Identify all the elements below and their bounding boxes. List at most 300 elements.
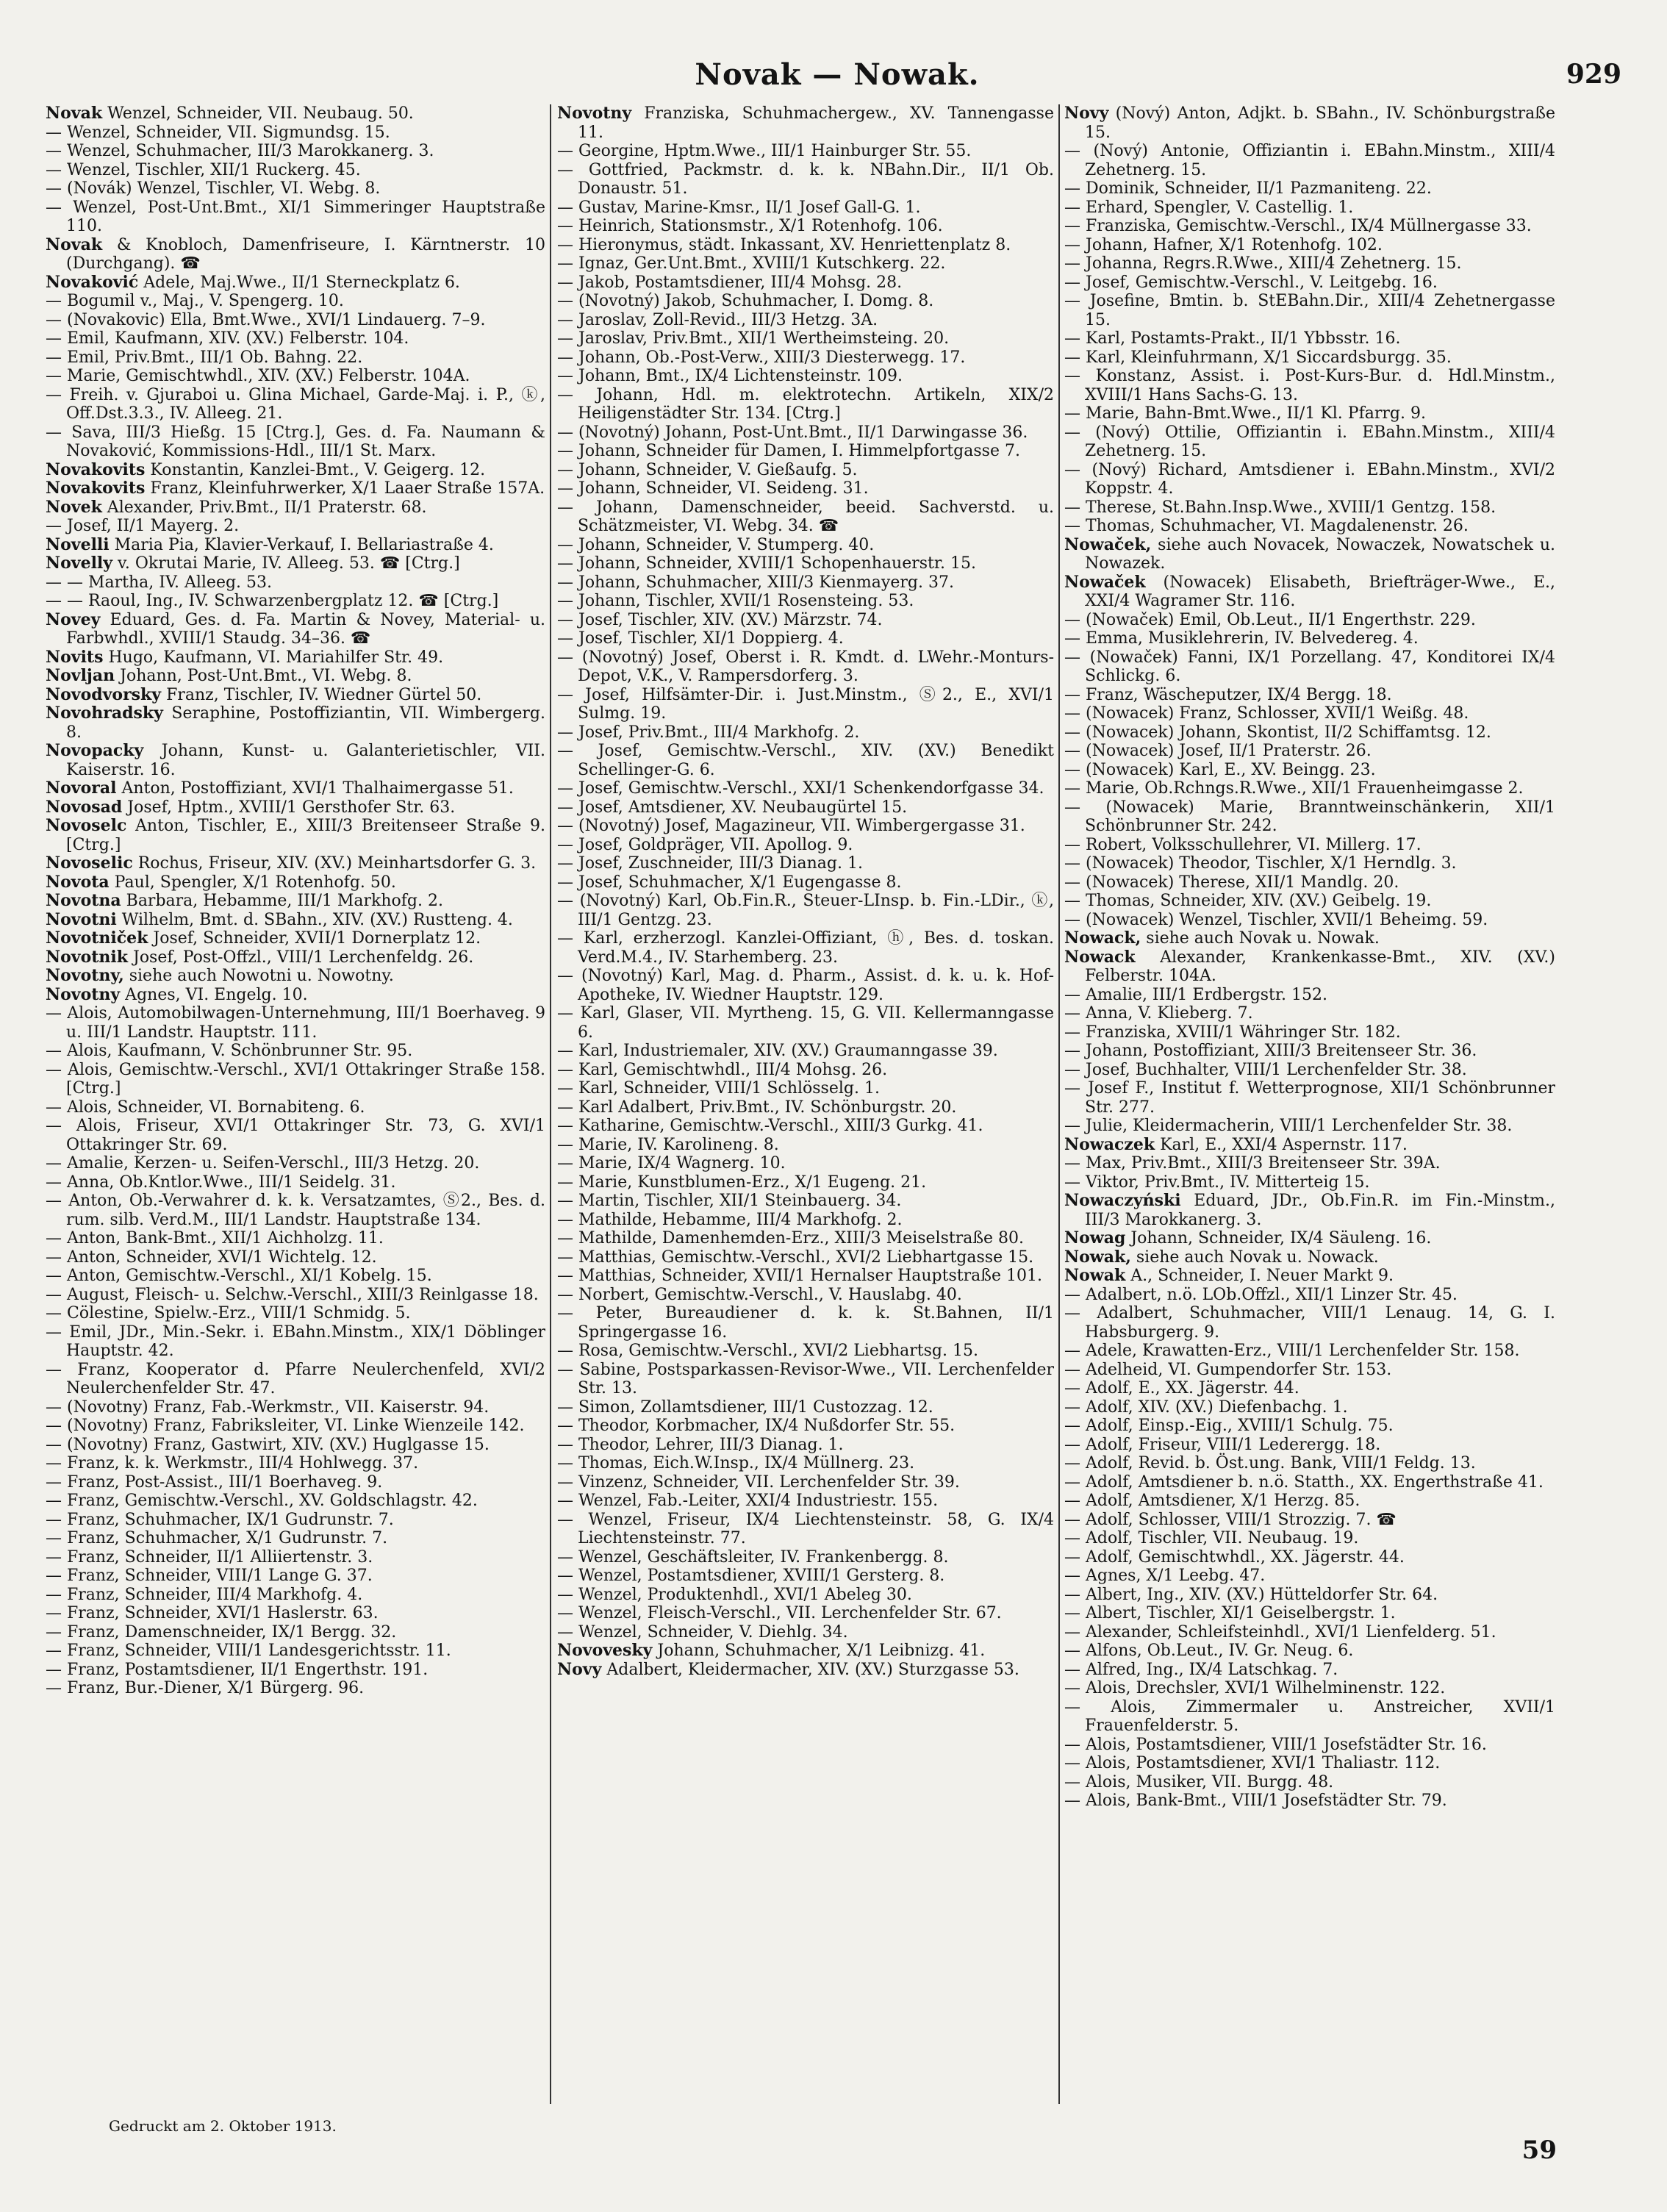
entry-text: Adalbert, Kleidermacher, XIV. (XV.) Sturzgasse 53. [601, 1660, 1019, 1679]
entry-surname: Novak [46, 104, 103, 123]
directory-entry [557, 479, 1054, 498]
directory-entry [1064, 1173, 1555, 1192]
entry-text: — Johann, Schneider, V. Stumperg. 40. [557, 535, 875, 554]
entry-text: — Bogumil v., Maj., V. Spengerg. 10. [46, 292, 344, 310]
directory-entry [557, 386, 1054, 423]
directory-entry [557, 536, 1054, 555]
directory-entry [1064, 948, 1555, 986]
directory-entry [46, 1304, 545, 1323]
directory-entry [557, 1229, 1054, 1248]
directory-entry [557, 967, 1054, 1004]
entry-text: Rochus, Friseur, XIV. (XV.) Meinhartsdorfer G. 3. [132, 854, 537, 873]
directory-entry [557, 1248, 1054, 1267]
entry-text: Josef, Post-Offzl., VIII/1 Lerchenfeldg. 26. [128, 948, 474, 967]
directory-entry [1064, 461, 1555, 498]
entry-text: Franziska, Schuhmachergew., XV. Tannengasse 11. [578, 104, 1054, 142]
directory-entry [557, 461, 1054, 480]
directory-entry [1064, 1773, 1555, 1792]
directory-entry [557, 873, 1054, 892]
entry-text: — Freih. v. Gjuraboi u. Glina Michael, Garde-Maj. i. P., ⓚ, Off.Dst.3.3., IV. Alleeg. 21. [46, 385, 545, 423]
directory-entry [1064, 1023, 1555, 1042]
entry-text: — Adolf, Revid. b. Öst.ung. Bank, VIII/1 Feldg. 13. [1064, 1454, 1476, 1472]
entry-text: — Johann, Tischler, XVII/1 Rosensteing. 53. [557, 592, 914, 610]
directory-entry [46, 929, 545, 948]
entry-text: — Alois, Kaufmann, V. Schönbrunner Str. 95. [46, 1042, 413, 1060]
entry-text: — Georgine, Hptm.Wwe., III/1 Hainburger Str. 55. [557, 142, 972, 160]
directory-entry [557, 1173, 1054, 1192]
entry-surname: Novotny [557, 104, 632, 123]
directory-entry [46, 1229, 545, 1248]
entry-text: — Marie, Gemischtwhdl., XIV. (XV.) Felberstr. 104A. [46, 367, 470, 385]
entry-surname: Novy [557, 1659, 602, 1679]
entry-text: — Thomas, Schuhmacher, VI. Magdalenenstr. 26. [1064, 517, 1469, 535]
directory-entry [1064, 273, 1555, 293]
directory-entry [46, 179, 545, 198]
entry-text: — Theodor, Korbmacher, IX/4 Nußdorfer Str. 55. [557, 1417, 956, 1435]
entry-text: — Hieronymus, städt. Inkassant, XV. Henriettenplatz 8. [557, 235, 1011, 254]
directory-entry [557, 273, 1054, 293]
directory-entry [46, 592, 545, 611]
directory-entry [1064, 1792, 1555, 1811]
entry-text: — Franz, Schuhmacher, X/1 Gudrunstr. 7. [46, 1529, 388, 1547]
entry-text: — (Novotny) Franz, Gastwirt, XIV. (XV.) Huglgasse 15. [46, 1435, 490, 1454]
directory-entry [46, 1098, 545, 1117]
directory-entry [46, 124, 545, 143]
entry-text: — Anton, Ob.-Verwahrer d. k. k. Versatzamtes, Ⓢ2., Bes. d. rum. silb. Verd.M., III/1 Landstr. Hauptstraße 134. [46, 1192, 545, 1229]
directory-entry [46, 292, 545, 311]
entry-surname: Nowack [1064, 947, 1136, 967]
entry-text: Wenzel, Schneider, VII. Neubaug. 50. [102, 104, 414, 123]
directory-entry [1064, 1529, 1555, 1548]
entry-text: — Jaroslav, Priv.Bmt., XII/1 Wertheimsteing. 20. [557, 329, 950, 348]
directory-entry [1064, 986, 1555, 1005]
directory-entry [557, 104, 1054, 142]
directory-entry [557, 836, 1054, 855]
entry-text: — Emil, Kaufmann, XIV. (XV.) Felberstr. 104. [46, 329, 409, 348]
directory-entry [557, 573, 1054, 593]
entry-text: — Wenzel, Schneider, V. Diehlg. 34. [557, 1622, 848, 1642]
directory-entry [1064, 517, 1555, 536]
directory-entry [46, 1061, 545, 1098]
entry-text: — Martin, Tischler, XII/1 Steinbauerg. 34. [557, 1192, 902, 1210]
directory-entry [1064, 536, 1555, 573]
directory-entry [557, 442, 1054, 461]
directory-entry [557, 1567, 1054, 1586]
directory-entry [46, 1436, 545, 1455]
directory-entry [1064, 1698, 1555, 1736]
directory-entry [1064, 704, 1555, 723]
directory-entry [1064, 573, 1555, 611]
directory-entry [1064, 292, 1555, 329]
directory-entry [1064, 854, 1555, 873]
column-right [1064, 104, 1555, 2122]
entry-text: — Matthias, Gemischtw.-Verschl., XVI/2 Liebhartgasse 15. [557, 1248, 1034, 1267]
entry-text: — (Nowacek) Josef, II/1 Praterstr. 26. [1064, 742, 1372, 760]
entry-text: — (Nový) Ottilie, Offiziantin i. EBahn.Minstm., XIII/4 Zehetnerg. 15. [1064, 423, 1555, 460]
entry-text: A., Schneider, I. Neuer Markt 9. [1125, 1267, 1394, 1285]
directory-entry [1064, 217, 1555, 236]
directory-entry [1064, 836, 1555, 855]
directory-entry [1064, 1004, 1555, 1023]
entry-text: — Adolf, Gemischtwhdl., XX. Jägerstr. 44. [1064, 1547, 1405, 1567]
directory-entry [46, 648, 545, 667]
entry-text: — Marie, Ob.Rchngs.R.Wwe., XII/1 Frauenheimgasse 2. [1064, 779, 1524, 798]
entry-text: — Josef, Tischler, XI/1 Doppierg. 4. [557, 629, 844, 648]
directory-entry [1064, 723, 1555, 742]
entry-text: — Franz, Post-Assist., III/1 Boerhaveg. 9. [46, 1472, 383, 1492]
entry-text: Karl, E., XXI/4 Aspernstr. 117. [1155, 1135, 1408, 1154]
entry-text: — Josef, Gemischtw.-Verschl., XXI/1 Schenkendorfgasse 34. [557, 779, 1044, 798]
entry-text: — Katharine, Gemischtw.-Verschl., XIII/3 Gurkg. 41. [557, 1117, 983, 1135]
directory-entry [1064, 929, 1555, 948]
directory-entry [557, 1473, 1054, 1492]
directory-entry [1064, 1661, 1555, 1680]
entry-text: — Franz, Schneider, VIII/1 Lange G. 37. [46, 1567, 373, 1585]
entry-text: — Wenzel, Fleisch-Verschl., VII. Lerchenfelder Str. 67. [557, 1604, 1002, 1622]
directory-entry [46, 1473, 545, 1492]
directory-entry [46, 911, 545, 930]
entry-text: — Josef F., Institut f. Wetterprognose, XII/1 Schönbrunner Str. 277. [1064, 1079, 1555, 1117]
entry-text: — Anna, Ob.Kntlor.Wwe., III/1 Seidelg. 31. [46, 1173, 396, 1192]
entry-text: — (Novák) Wenzel, Tischler, VI. Webg. 8. [46, 179, 381, 198]
directory-entry [46, 1454, 545, 1473]
entry-text: — Amalie, III/1 Erdbergstr. 152. [1064, 985, 1327, 1004]
entry-text: — Jaroslav, Zoll-Revid., III/3 Hetzg. 3A. [557, 310, 878, 329]
directory-entry [557, 929, 1054, 967]
entry-text: Eduard, Ges. d. Fa. Martin & Novey, Material- u. Farbwhdl., XVIII/1 Staudg. 34–36. ☎ [66, 610, 545, 648]
entry-text: — Josefine, Bmtin. b. StEBahn.Dir., XIII/4 Zehetnergasse 15. [1064, 292, 1555, 329]
directory-entry [46, 798, 545, 817]
directory-entry [1064, 1436, 1555, 1455]
entry-surname: Novaković [46, 272, 139, 292]
directory-entry [1064, 686, 1555, 705]
directory-entry [46, 986, 545, 1005]
entry-text: — Josef, Buchhalter, VIII/1 Lerchenfelder Str. 38. [1064, 1060, 1467, 1079]
page-header [44, 51, 1630, 103]
directory-entry [46, 1529, 545, 1548]
entry-text: — Marie, IX/4 Wagnerg. 10. [557, 1154, 786, 1173]
directory-entry [1064, 873, 1555, 892]
directory-entry [557, 1192, 1054, 1211]
entry-text: — Alois, Schneider, VI. Bornabiteng. 6. [46, 1098, 365, 1117]
directory-entry [1064, 1511, 1555, 1530]
entry-text: — — Raoul, Ing., IV. Schwarzenbergplatz 12. ☎ [Ctrg.] [46, 592, 499, 610]
entry-text: — (Novotny) Franz, Fab.-Werkmstr., VII. Kaiserstr. 94. [46, 1397, 490, 1417]
entry-text: — Franz, Bur.-Diener, X/1 Bürgerg. 96. [46, 1679, 365, 1697]
entry-surname: Novelli [46, 534, 110, 554]
directory-entry [1064, 911, 1555, 930]
directory-entry [46, 892, 545, 911]
directory-entry [1064, 1379, 1555, 1398]
directory-entry [557, 1342, 1054, 1361]
directory-entry [46, 611, 545, 648]
directory-entry [46, 1661, 545, 1680]
entry-text: — Alfons, Ob.Leut., IV. Gr. Neug. 6. [1064, 1642, 1354, 1660]
directory-entry [46, 948, 545, 967]
column-middle [557, 104, 1054, 2122]
directory-entry [46, 573, 545, 593]
entry-text: — Franz, Postamtsdiener, II/1 Engerthstr. 191. [46, 1660, 429, 1679]
directory-entry [1064, 1229, 1555, 1248]
entry-text: — Agnes, X/1 Leebg. 47. [1064, 1567, 1266, 1585]
directory-entry [46, 1267, 545, 1286]
directory-entry [557, 1511, 1054, 1548]
entry-text: — Adele, Krawatten-Erz., VIII/1 Lerchenfelder Str. 158. [1064, 1342, 1520, 1360]
directory-entry [557, 292, 1054, 311]
directory-entry [557, 854, 1054, 873]
entry-text: — Mathilde, Damenhemden-Erz., XIII/3 Meiselstraße 80. [557, 1229, 1025, 1248]
directory-entry [557, 329, 1054, 348]
directory-entry [557, 348, 1054, 368]
entry-text: siehe auch Novak u. Nowack. [1130, 1248, 1379, 1267]
entry-text: — Alois, Postamtsdiener, VIII/1 Josefstädter Str. 16. [1064, 1735, 1487, 1754]
directory-entry [46, 386, 545, 423]
entry-text: — Franziska, XVIII/1 Währinger Str. 182. [1064, 1023, 1401, 1042]
entry-text: — Vinzenz, Schneider, VII. Lerchenfelder Str. 39. [557, 1472, 960, 1492]
directory-entry [557, 742, 1054, 779]
directory-entry [46, 667, 545, 686]
entry-surname: Novodvorsky [46, 684, 162, 704]
directory-entry [557, 254, 1054, 273]
entry-text: — Josef, Gemischtw.-Verschl., V. Leitgebg. 16. [1064, 273, 1438, 292]
entry-text: — (Novotný) Karl, Mag. d. Pharm., Assist. d. k. u. k. Hof-Apotheke, IV. Wiedner Hauptstr. 129. [557, 967, 1054, 1004]
entry-text: — Franz, Gemischtw.-Verschl., XV. Goldschlagstr. 42. [46, 1492, 478, 1510]
entry-text: — Franz, Schneider, XVI/1 Haslerstr. 63. [46, 1604, 379, 1622]
entry-text: — Karl, Postamts-Prakt., II/1 Ybbsstr. 16. [1064, 329, 1401, 348]
entry-text: — Konstanz, Assist. i. Post-Kurs-Bur. d. Hdl.Minstm., XVIII/1 Hans Sachs-G. 13. [1064, 367, 1555, 404]
directory-entry [557, 423, 1054, 443]
entry-text: — (Novotny) Franz, Fabriksleiter, VI. Linke Wienzeile 142. [46, 1417, 525, 1435]
entry-text: — Josef, Goldpräger, VII. Apollog. 9. [557, 835, 853, 854]
entry-text: — Gottfried, Packmstr. d. k. k. NBahn.Dir., II/1 Ob. Donaustr. 51. [557, 160, 1054, 198]
entry-text: Franz, Tischler, IV. Wiedner Gürtel 50. [161, 685, 482, 704]
entry-surname: Novakovits [46, 459, 146, 479]
directory-entry [46, 1323, 545, 1361]
entry-text: — Johann, Schneider, XVIII/1 Schopenhauerstr. 15. [557, 554, 976, 573]
directory-entry [557, 798, 1054, 817]
directory-entry [1064, 1061, 1555, 1080]
entry-text: — August, Fleisch- u. Selchw.-Verschl., XIII/3 Reinlgasse 18. [46, 1285, 539, 1304]
entry-text: — — Martha, IV. Alleeg. 53. [46, 573, 273, 592]
directory-entry [557, 611, 1054, 630]
directory-entry [557, 1154, 1054, 1173]
entry-surname: Nowaček [1064, 572, 1146, 592]
entry-text: — Karl Adalbert, Priv.Bmt., IV. Schönburgstr. 20. [557, 1098, 957, 1117]
directory-entry [1064, 1079, 1555, 1117]
directory-entry [1064, 1679, 1555, 1698]
directory-entry [46, 329, 545, 348]
entry-surname: Novoral [46, 779, 117, 798]
entry-text: — Julie, Kleidermacherin, VIII/1 Lerchenfelder Str. 38. [1064, 1117, 1513, 1135]
entry-text: — Karl, Gemischtwhdl., III/4 Mohsg. 26. [557, 1060, 888, 1079]
directory-entry [46, 198, 545, 236]
entry-surname: Novljan [46, 666, 115, 685]
entry-text: — Therese, St.Bahn.Insp.Wwe., XVIII/1 Gentzg. 158. [1064, 498, 1496, 517]
entry-surname: Novotnik [46, 947, 128, 967]
entry-surname: Novoselc [46, 816, 127, 835]
entry-surname: Novovesky [557, 1641, 653, 1660]
directory-entry [1064, 798, 1555, 836]
directory-entry [46, 1004, 545, 1042]
entry-text: — Wenzel, Schneider, VII. Sigmundsg. 15. [46, 123, 390, 142]
directory-entry [557, 1492, 1054, 1511]
entry-text: — (Novotný) Josef, Oberst i. R. Kmdt. d. LWehr.-Monturs-Depot, V.K., V. Rampersdorferg. 3. [557, 648, 1054, 685]
directory-entry [46, 367, 545, 386]
entry-text: Johann, Kunst- u. Galanterietischler, VII. Kaiserstr. 16. [66, 742, 545, 779]
entry-text: (Nový) Anton, Adjkt. b. SBahn., IV. Schönburgstraße 15. [1085, 104, 1555, 142]
column-divider [1058, 104, 1060, 2104]
entry-text: — Josef, Gemischtw.-Verschl., XIV. (XV.) Benedikt Schellinger-G. 6. [557, 742, 1054, 779]
entry-text: — (Novotný) Karl, Ob.Fin.R., Steuer-LInsp. b. Fin.-LDir., ⓚ, III/1 Gentzg. 23. [557, 892, 1054, 929]
entry-text: — Franz, Damenschneider, IX/1 Bergg. 32. [46, 1622, 397, 1642]
entry-surname: Nowaczek [1064, 1134, 1155, 1154]
entry-text: — (Novotný) Jakob, Schuhmacher, I. Domg. 8. [557, 292, 934, 310]
entry-surname: Nowack, [1064, 928, 1141, 948]
entry-text: — Jakob, Postamtsdiener, III/4 Mohsg. 28. [557, 273, 903, 292]
entry-text: Alexander, Priv.Bmt., II/1 Praterstr. 68. [101, 498, 427, 517]
entry-text: Wilhelm, Bmt. d. SBahn., XIV. (XV.) Rustteng. 4. [116, 910, 513, 929]
entry-text: Franz, Kleinfuhrwerker, X/1 Laaer Straße 157A. [145, 479, 545, 498]
entry-text: Adele, Maj.Wwe., II/1 Sterneckplatz 6. [138, 273, 460, 292]
directory-entry [557, 1548, 1054, 1567]
directory-entry [46, 817, 545, 854]
directory-entry [1064, 404, 1555, 423]
directory-entry [557, 1398, 1054, 1417]
entry-text: — Marie, Kunstblumen-Erz., X/1 Eugeng. 21. [557, 1173, 927, 1192]
entry-text: — (Nowaček) Fanni, IX/1 Porzellang. 47, Konditorei IX/4 Schlickg. 6. [1064, 648, 1555, 685]
directory-entry [557, 236, 1054, 255]
directory-entry [1064, 742, 1555, 761]
entry-text: — (Novotný) Johann, Post-Unt.Bmt., II/1 Darwingasse 36. [557, 423, 1028, 442]
entry-text: — Thomas, Eich.W.Insp., IX/4 Müllnerg. 23. [557, 1454, 915, 1472]
entry-surname: Novohradsky [46, 704, 163, 723]
entry-text: — Karl, Kleinfuhrmann, X/1 Siccardsburgg. 35. [1064, 348, 1452, 367]
entry-text: — Matthias, Schneider, XVII/1 Hernalser Hauptstraße 101. [557, 1267, 1042, 1285]
sheet-number: 59 [1521, 2136, 1557, 2165]
directory-entry [1064, 1548, 1555, 1567]
directory-entry [1064, 648, 1555, 686]
directory-entry [1064, 1117, 1555, 1136]
directory-entry [557, 1098, 1054, 1117]
directory-entry [46, 142, 545, 161]
entry-text: — Wenzel, Tischler, XII/1 Ruckerg. 45. [46, 160, 361, 179]
entry-text: — Wenzel, Produktenhdl., XVI/1 Abeleg 30. [557, 1585, 912, 1604]
directory-entry [46, 423, 545, 461]
entry-text: — Thomas, Schneider, XIV. (XV.) Geibelg. 19. [1064, 892, 1432, 910]
entry-text: — Gustav, Marine-Kmsr., II/1 Josef Gall-G. 1. [557, 198, 921, 217]
entry-text: siehe auch Nowotni u. Nowotny. [123, 967, 394, 985]
entry-text: — Johann, Schuhmacher, XIII/3 Kienmayerg. 37. [557, 573, 954, 592]
entry-text: Johann, Post-Unt.Bmt., VI. Webg. 8. [115, 667, 412, 685]
entry-text: — Albert, Ing., XIV. (XV.) Hütteldorfer Str. 64. [1064, 1585, 1438, 1604]
entry-surname: Novelly [46, 554, 113, 573]
directory-entry [557, 1004, 1054, 1042]
entry-text: — Sabine, Postsparkassen-Revisor-Wwe., VII. Lerchenfelder Str. 13. [557, 1360, 1054, 1397]
entry-text: — (Novakovic) Ella, Bmt.Wwe., XVI/1 Lindauerg. 7–9. [46, 310, 486, 329]
directory-entry [1064, 179, 1555, 198]
entry-text: — Viktor, Priv.Bmt., IV. Mitterteig 15. [1064, 1173, 1370, 1192]
entry-text: (Nowacek) Elisabeth, Briefträger-Wwe., E., XXI/4 Wagramer Str. 116. [1085, 573, 1555, 610]
directory-entry [557, 892, 1054, 929]
directory-entry [46, 854, 545, 873]
entry-text: Anton, Tischler, E., XIII/3 Breitenseer Straße 9. [Ctrg.] [66, 817, 545, 854]
directory-entry [1064, 423, 1555, 461]
entry-text: — Alois, Postamtsdiener, XVI/1 Thaliastr. 112. [1064, 1754, 1441, 1772]
directory-entry [557, 1436, 1054, 1455]
directory-entry [557, 1454, 1054, 1473]
directory-entry [46, 1192, 545, 1229]
entry-text: — (Nowaček) Emil, Ob.Leut., II/1 Engerthstr. 229. [1064, 610, 1476, 629]
page-number: 929 [1566, 59, 1621, 90]
directory-entry [46, 1623, 545, 1642]
entry-text: — Emil, Priv.Bmt., III/1 Ob. Bahng. 22. [46, 348, 363, 367]
entry-text: Agnes, VI. Engelg. 10. [120, 985, 308, 1004]
entry-text: — Dominik, Schneider, II/1 Pazmaniteng. 22. [1064, 179, 1432, 198]
directory-entry [46, 498, 545, 518]
entry-text: — Adalbert, Schuhmacher, VIII/1 Lenaug. 14, G. I. Habsburgerg. 9. [1064, 1304, 1555, 1342]
entry-text: — Anton, Gemischtw.-Verschl., XI/1 Kobelg. 15. [46, 1267, 432, 1285]
entry-text: — Josef, Amtsdiener, XV. Neubaugürtel 15. [557, 798, 908, 817]
entry-text: — Adolf, Friseur, VIII/1 Lederergg. 18. [1064, 1435, 1381, 1454]
entry-text: — Johann, Schneider für Damen, I. Himmelpfortgasse 7. [557, 442, 1020, 460]
entry-text: v. Okrutai Marie, IV. Alleeg. 53. ☎ [Ctrg.] [112, 554, 460, 573]
directory-entry [1064, 1398, 1555, 1417]
directory-entry [46, 461, 545, 480]
directory-entry [1064, 1492, 1555, 1511]
entry-text: — Franz, Schuhmacher, IX/1 Gudrunstr. 7. [46, 1510, 394, 1529]
entry-text: — Alois, Gemischtw.-Verschl., XVI/1 Ottakringer Straße 158. [Ctrg.] [46, 1060, 545, 1098]
directory-entry [46, 1679, 545, 1698]
entry-text: Seraphine, Postoffiziantin, VII. Wimbergerg. 8. [66, 704, 545, 742]
directory-entry [557, 554, 1054, 573]
entry-surname: Novits [46, 647, 104, 667]
entry-text: — Adolf, XIV. (XV.) Diefenbachg. 1. [1064, 1397, 1348, 1417]
entry-text: — Alois, Zimmermaler u. Anstreicher, XVII/1 Frauenfelderstr. 5. [1064, 1697, 1555, 1735]
entry-text: — Wenzel, Geschäftsleiter, IV. Frankenbergg. 8. [557, 1547, 949, 1567]
directory-entry [1064, 1248, 1555, 1267]
entry-text: — Alexander, Schleifsteinhdl., XVI/1 Lienfelderg. 51. [1064, 1622, 1496, 1642]
directory-entry [1064, 104, 1555, 142]
directory-entry [46, 311, 545, 330]
entry-surname: Novak [46, 235, 103, 254]
directory-entry [557, 1604, 1054, 1623]
directory-entry [1064, 142, 1555, 179]
directory-entry [1064, 761, 1555, 780]
directory-entry [1064, 629, 1555, 648]
directory-entry [1064, 1267, 1555, 1286]
directory-entry [46, 1417, 545, 1436]
entry-surname: Nowak [1064, 1266, 1126, 1285]
directory-entry [557, 1586, 1054, 1605]
directory-entry [557, 629, 1054, 648]
entry-text: — Karl, Schneider, VIII/1 Schlösselg. 1. [557, 1079, 880, 1098]
directory-entry [557, 1623, 1054, 1642]
directory-entry [46, 1642, 545, 1661]
entry-text: Johann, Schuhmacher, X/1 Leibnizg. 41. [652, 1642, 986, 1660]
entry-surname: Nowaček, [1064, 534, 1152, 554]
entry-text: — Josef, Zuschneider, III/3 Dianag. 1. [557, 854, 863, 873]
entry-text: Barbara, Hebamme, III/1 Markhofg. 2. [121, 892, 443, 910]
entry-surname: Novosad [46, 797, 123, 817]
directory-entry [557, 1136, 1054, 1155]
directory-entry [46, 1548, 545, 1567]
entry-text: — Johann, Damenschneider, beeid. Sachverstd. u. Schätzmeister, VI. Webg. 34. ☎ [557, 498, 1054, 535]
directory-entry [46, 1361, 545, 1398]
directory-entry [46, 779, 545, 798]
entry-text: — Alois, Automobilwagen-Unternehmung, III/1 Boerhaveg. 9 u. III/1 Landstr. Hauptstr. 111. [46, 1004, 545, 1042]
directory-entry [557, 142, 1054, 161]
directory-entry [557, 648, 1054, 686]
